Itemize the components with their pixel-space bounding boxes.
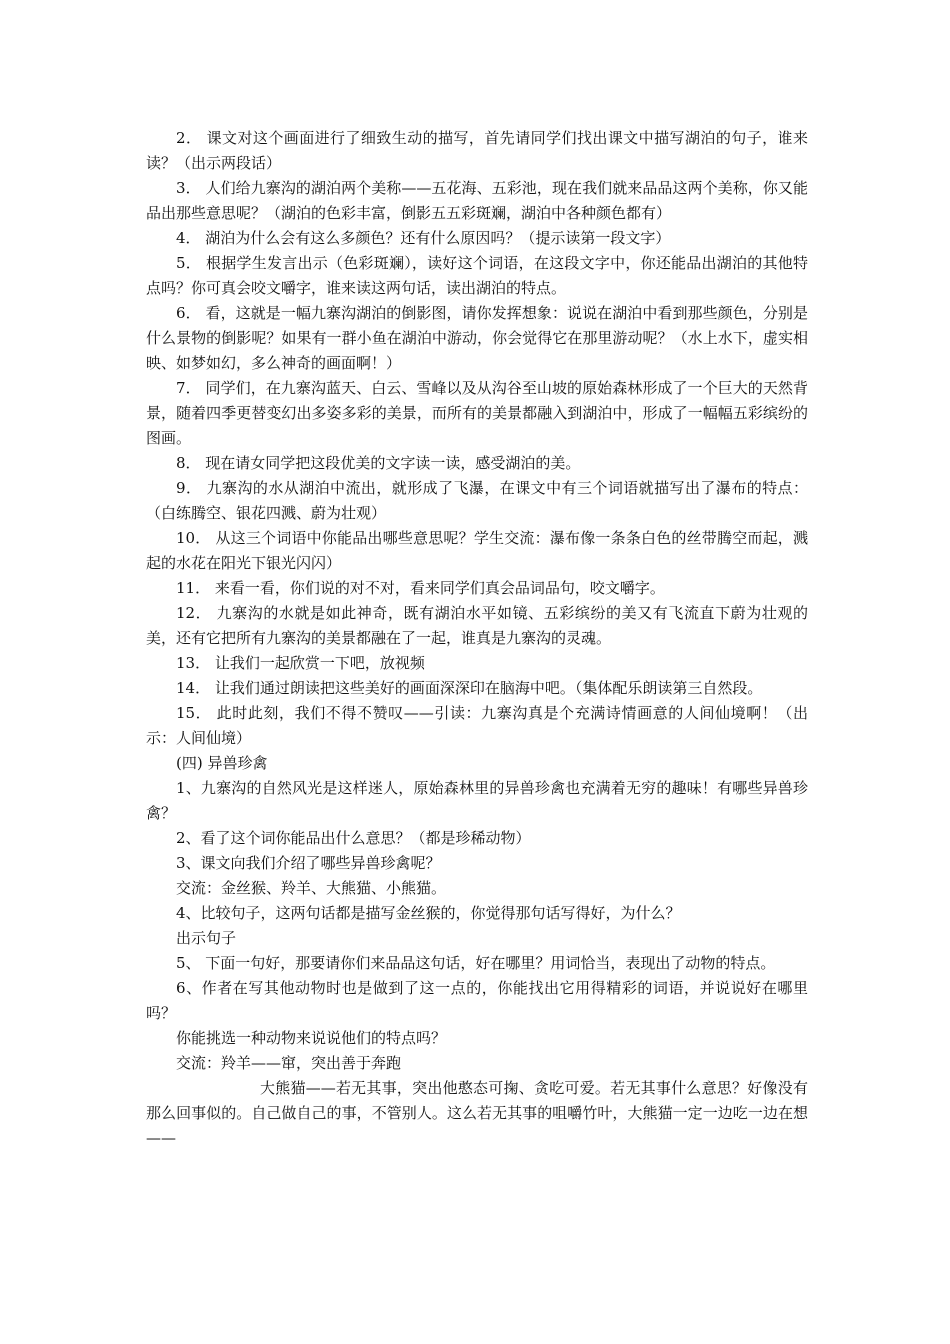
paragraph: 出示句子 xyxy=(176,929,237,947)
paragraph: 交流：金丝猴、羚羊、大熊猫、小熊猫。 xyxy=(176,879,447,897)
paragraph: 6． 看，这就是一幅九寨沟湖泊的倒影图，请你发挥想象：说说在湖泊中看到那些颜色，分别是什么景物的倒影呢？如果有一群小鱼在湖泊中游动，你会觉得它在那里游动呢？（水上水下，虚实相映、如梦如幻，多么神奇的画面啊！） xyxy=(146,304,808,372)
paragraph: 1、九寨沟的自然风光是这样迷人，原始森林里的异兽珍禽也充满着无穷的趣味！有哪些异兽珍禽？ xyxy=(146,779,808,822)
paragraph: 3、课文向我们介绍了哪些异兽珍禽呢？ xyxy=(176,854,441,872)
paragraph: 你能挑选一种动物来说说他们的特点吗？ xyxy=(176,1029,447,1047)
paragraph: 大熊猫——若无其事，突出他憨态可掬、贪吃可爱。若无其事什么意思？好像没有那么回事似的。自己做自己的事，不管别人。这么若无其事的咀嚼竹叶，大熊猫一定一边吃一边在想—— xyxy=(146,1079,808,1147)
paragraph: 12． 九寨沟的水就是如此神奇，既有湖泊水平如镜、五彩缤纷的美又有飞流直下蔚为壮观的美，还有它把所有九寨沟的美景都融在了一起，谁真是九寨沟的灵魂。 xyxy=(146,604,808,647)
paragraph: 5、 下面一句好，那要请你们来品品这句话，好在哪里？用词恰当，表现出了动物的特点。 xyxy=(176,954,776,972)
paragraph: 交流：羚羊——窜，突出善于奔跑 xyxy=(176,1054,402,1072)
paragraph: 4． 湖泊为什么会有这么多颜色？还有什么原因吗？（提示读第一段文字） xyxy=(176,229,671,247)
paragraph: 9． 九寨沟的水从湖泊中流出，就形成了飞瀑，在课文中有三个词语就描写出了瀑布的特点：（白练腾空、银花四溅、蔚为壮观） xyxy=(146,479,808,522)
document-body xyxy=(146,126,808,1151)
paragraph: 15． 此时此刻，我们不得不赞叹——引读：九寨沟真是个充满诗情画意的人间仙境啊！（出示：人间仙境） xyxy=(146,704,808,747)
paragraph: (四) 异兽珍禽 xyxy=(176,754,268,772)
paragraph: 13． 让我们一起欣赏一下吧，放视频 xyxy=(176,654,425,672)
paragraph: 2、看了这个词你能品出什么意思？（都是珍稀动物） xyxy=(176,829,531,847)
paragraph: 8． 现在请女同学把这段优美的文字读一读，感受湖泊的美。 xyxy=(176,454,581,472)
paragraph: 5． 根据学生发言出示（色彩斑斓），读好这个词语，在这段文字中，你还能品出湖泊的其他特点吗？你可真会咬文嚼字，谁来读这两句话，读出湖泊的特点。 xyxy=(146,254,808,297)
paragraph: 2． 课文对这个画面进行了细致生动的描写，首先请同学们找出课文中描写湖泊的句子，谁来读？（出示两段话） xyxy=(146,129,808,172)
paragraph: 6、作者在写其他动物时也是做到了这一点的，你能找出它用得精彩的词语，并说说好在哪里吗？ xyxy=(146,979,808,1022)
paragraph: 7． 同学们，在九寨沟蓝天、白云、雪峰以及从沟谷至山坡的原始森林形成了一个巨大的天然背景，随着四季更替变幻出多姿多彩的美景，而所有的美景都融入到湖泊中，形成了一幅幅五彩缤纷的图画。 xyxy=(146,379,808,447)
paragraph: 4、比较句子，这两句话都是描写金丝猴的，你觉得那句话写得好，为什么？ xyxy=(176,904,681,922)
paragraph: 11． 来看一看，你们说的对不对，看来同学们真会品词品句，咬文嚼字。 xyxy=(176,579,665,597)
paragraph: 3． 人们给九寨沟的湖泊两个美称——五花海、五彩池，现在我们就来品品这两个美称，你又能品出那些意思呢？（湖泊的色彩丰富，倒影五五彩斑斓，湖泊中各种颜色都有） xyxy=(146,179,808,222)
paragraph: 10． 从这三个词语中你能品出哪些意思呢？学生交流：瀑布像一条条白色的丝带腾空而起，溅起的水花在阳光下银光闪闪） xyxy=(146,529,808,572)
paragraph: 14． 让我们通过朗读把这些美好的画面深深印在脑海中吧。（集体配乐朗读第三自然段。 xyxy=(176,679,763,697)
